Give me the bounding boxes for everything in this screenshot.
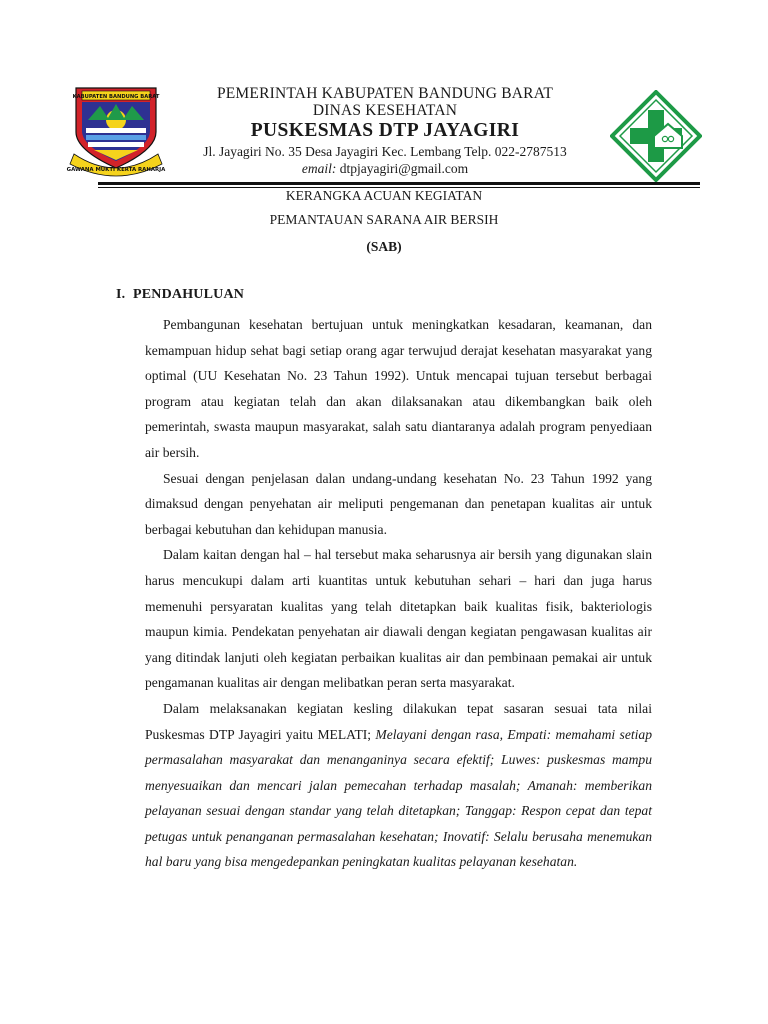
logo-motto: GAWANA MUKTI KERTA RAHARJA <box>66 167 166 173</box>
email-value: dtpjayagiri@gmail.com <box>339 161 469 176</box>
letterhead-rule-thick <box>98 182 700 185</box>
department-name: DINAS KESEHATAN <box>312 102 458 119</box>
address: Jl. Jayagiri No. 35 Desa Jayagiri Kec. Lembang Telp. 022-2787513 <box>203 144 567 159</box>
paragraph-4-plain: Dalam melaksanakan kegiatan kesling dilakukan tepat sasaran sesuai tata nilai Puskesmas DTP Jayagiri yaitu MELATI; <box>145 700 652 742</box>
doc-title-line-3: (SAB) <box>366 239 402 254</box>
section-body <box>145 312 652 875</box>
puskesmas-cross-icon <box>610 90 702 182</box>
logo-top-text: KABUPATEN BANDUNG BARAT <box>72 94 160 100</box>
doc-title-line-2: PEMANTAUAN SARANA AIR BERSIH <box>269 212 499 227</box>
paragraph-2: Sesuai dengan penjelasan dalan undang-undang kesehatan No. 23 Tahun 1992 yang dimaksud dengan penyehatan air meliputi pengemanan dan penetapan kualitas air untuk berbagai kebutuhan dan kehidupan manusia. <box>145 470 652 537</box>
government-name: PEMERINTAH KABUPATEN BANDUNG BARAT <box>216 85 554 102</box>
paragraph-1: Pembangunan kesehatan bertujuan untuk meningkatkan kesadaran, keamanan, dan kemampuan hidup sehat bagi setiap orang agar terwujud derajat kesehatan masyarakat yang optimal (UU Kesehatan No. 23 Tahun 1992). Untuk mencapai tujuan tersebut berbagai program atau kegiatan telah dan akan dilaksanakan atau dikembangkan baik oleh pemerintah, swasta maupun masyarakat, salah satu diantaranya adalah program penyediaan air bersih. <box>145 317 652 460</box>
paragraph-3: Dalam kaitan dengan hal – hal tersebut maka seharusnya air bersih yang digunakan slain harus mencukupi dalam arti kuantitas untuk kebutuhan sehari – hari dan juga harus memenuhi persyaratan kualitas yang telah ditetapkan baik kualitas fisik, bakteriologis maupun kimia. Pendekatan penyehatan air diawali dengan kegiatan pengawasan kualitas air yang ditindak lanjuti oleh kegiatan perbaikan kualitas air dan pembinaan pemakai air untuk pengamanan kualitas air dengan melibatkan peran serta masyarakat. <box>145 547 652 691</box>
regency-coat-of-arms-icon <box>66 84 166 180</box>
paragraph-4-italic: Melayani dengan rasa, Empati: memahami setiap permasalahan masyarakat dan menanganinya secara efektif; Luwes: puskesmas mampu menyesuaikan dan mencari jalan pemecahan terhadap masalah; Amanah: memberikan pelayanan sesuai dengan standar yang telah ditetapkan; Tanggap: Respon cepat dan tepat petugas untuk penanganan permasalahan kesehatan; Inovatif: Selalu berusaha menemukan hal baru yang bisa mengedepankan peningkatan kualitas pelayanan kesehatan. <box>145 726 652 870</box>
email-label: email: <box>301 161 337 176</box>
paragraph-4 <box>145 696 652 875</box>
section-heading <box>116 287 244 303</box>
institution-name: PUSKESMAS DTP JAYAGIRI <box>250 120 520 141</box>
doc-title-line-1: KERANGKA ACUAN KEGIATAN <box>285 188 483 203</box>
letterhead <box>170 86 600 177</box>
section-number: I. <box>116 287 126 302</box>
email-line <box>170 160 600 177</box>
section-title: PENDAHULUAN <box>133 287 245 302</box>
